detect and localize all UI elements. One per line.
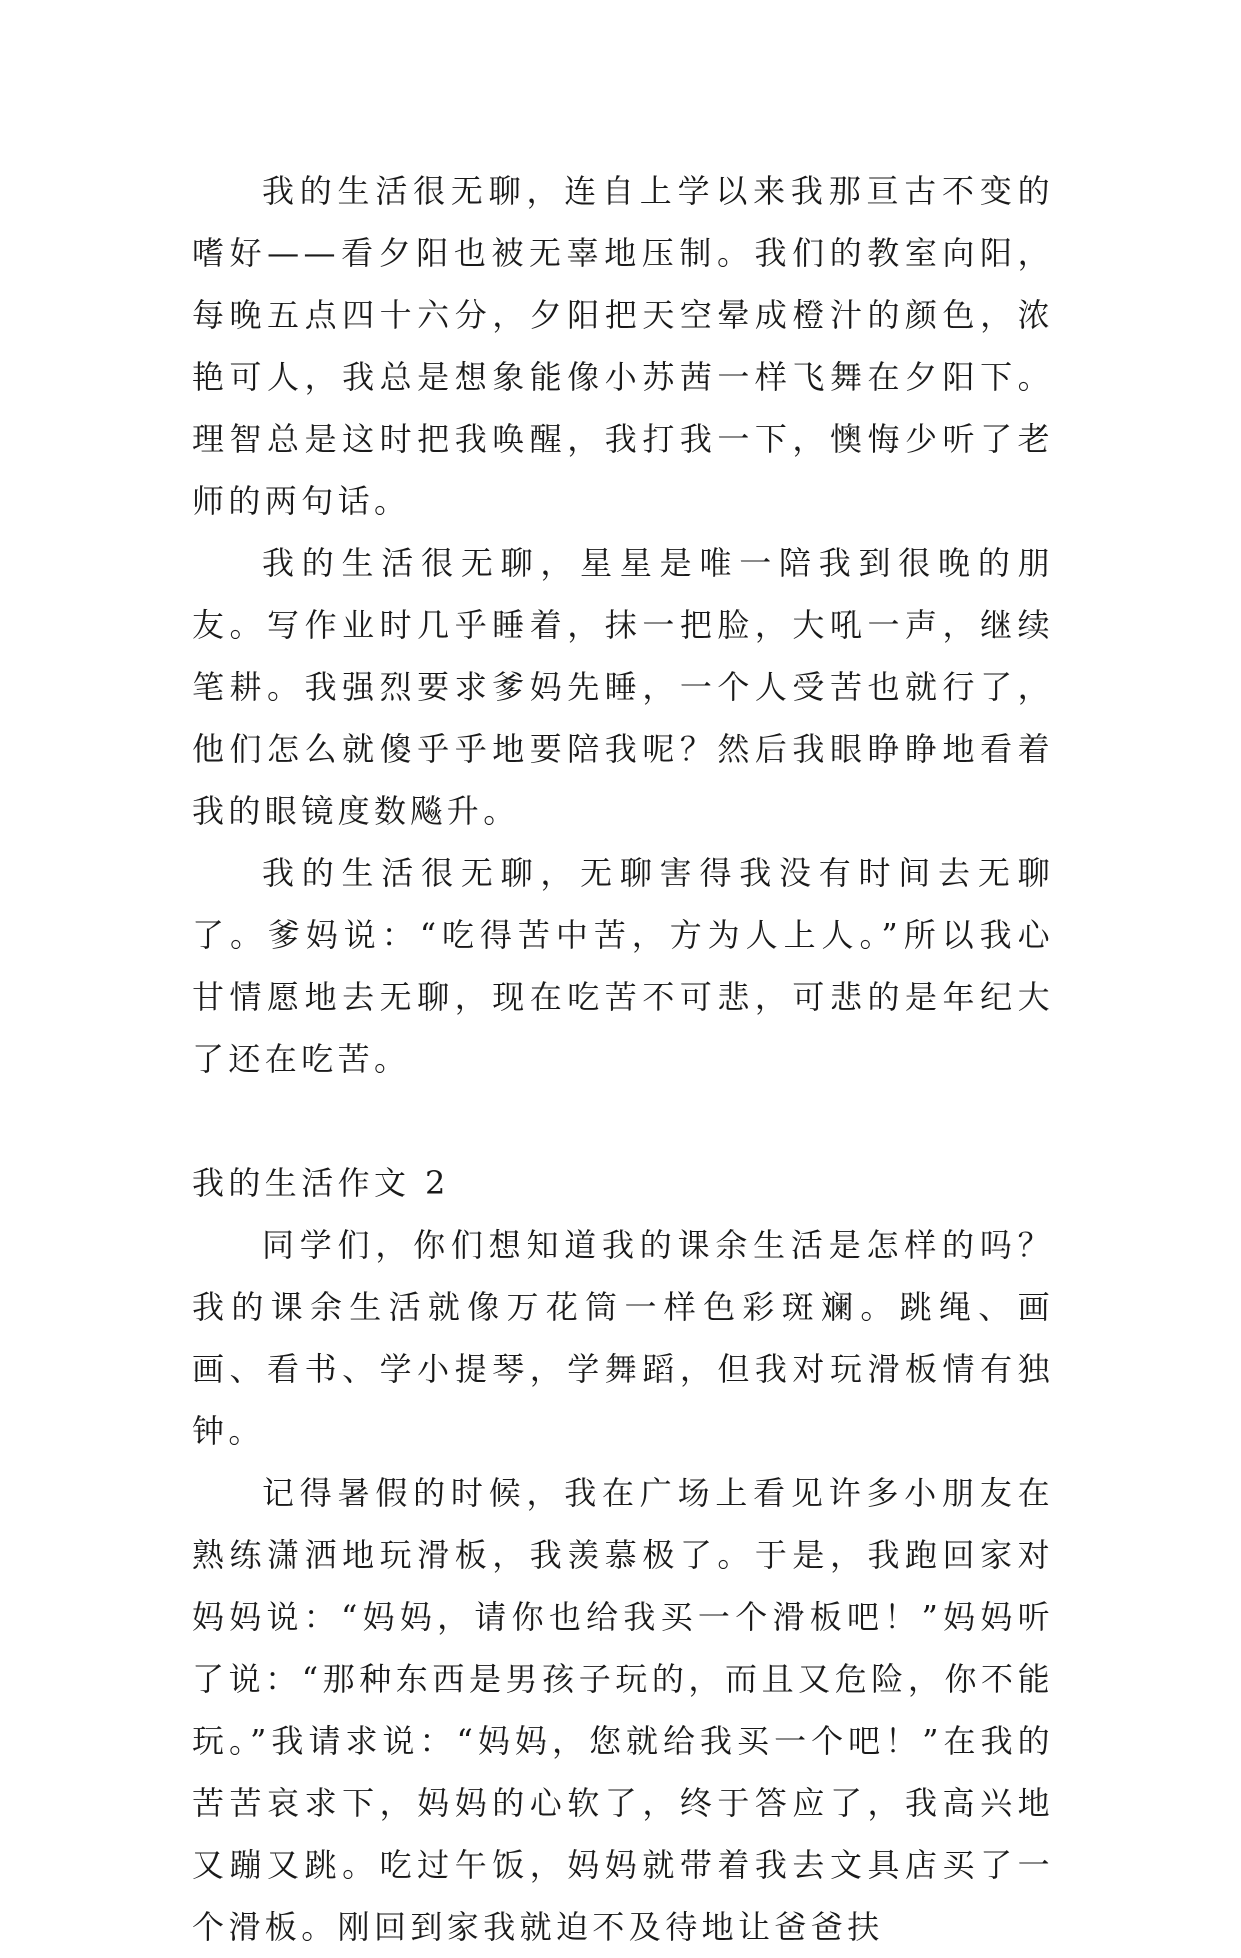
paragraph: 同学们，你们想知道我的课余生活是怎样的吗？我的课余生活就像万花筒一样色彩斑斓。跳绳、画画、看书、学小提琴，学舞蹈，但我对玩滑板情有独钟。 xyxy=(192,1226,1054,1450)
paragraph: 我的生活很无聊，星星是唯一陪我到很晚的朋友。写作业时几乎睡着，抹一把脸，大吼一声，继续笔耕。我强烈要求爹妈先睡，一个人受苦也就行了，他们怎么就傻乎乎地要陪我呢？然后我眼睁睁地看着我的眼镜度数飚升。 xyxy=(192,544,1054,830)
paragraph: 记得暑假的时候，我在广场上看见许多小朋友在熟练潇洒地玩滑板，我羡慕极了。于是，我跑回家对妈妈说：“妈妈，请你也给我买一个滑板吧！”妈妈听了说：“那种东西是男孩子玩的，而且又危险，你不能玩。”我请求说：“妈妈，您就给我买一个吧！”在我的苦苦哀求下，妈妈的心软了，终于答应了，我高兴地又蹦又跳。吃过午饭，妈妈就带着我去文具店买了一个滑板。刚回到家我就迫不及待地让爸爸扶 xyxy=(192,1474,1054,1946)
paragraph: 我的生活很无聊，连自上学以来我那亘古不变的嗜好——看夕阳也被无辜地压制。我们的教室向阳，每晚五点四十六分，夕阳把天空晕成橙汁的颜色，浓艳可人，我总是想象能像小苏茜一样飞舞在夕阳下。理智总是这时把我唤醒，我打我一下，懊悔少听了老师的两句话。 xyxy=(192,172,1054,520)
document-page xyxy=(192,160,1054,1958)
section-title: 我的生活作文 2 xyxy=(192,1164,450,1202)
paragraph: 我的生活很无聊，无聊害得我没有时间去无聊了。爹妈说：“吃得苦中苦，方为人上人。”所以我心甘情愿地去无聊，现在吃苦不可悲，可悲的是年纪大了还在吃苦。 xyxy=(192,854,1054,1078)
